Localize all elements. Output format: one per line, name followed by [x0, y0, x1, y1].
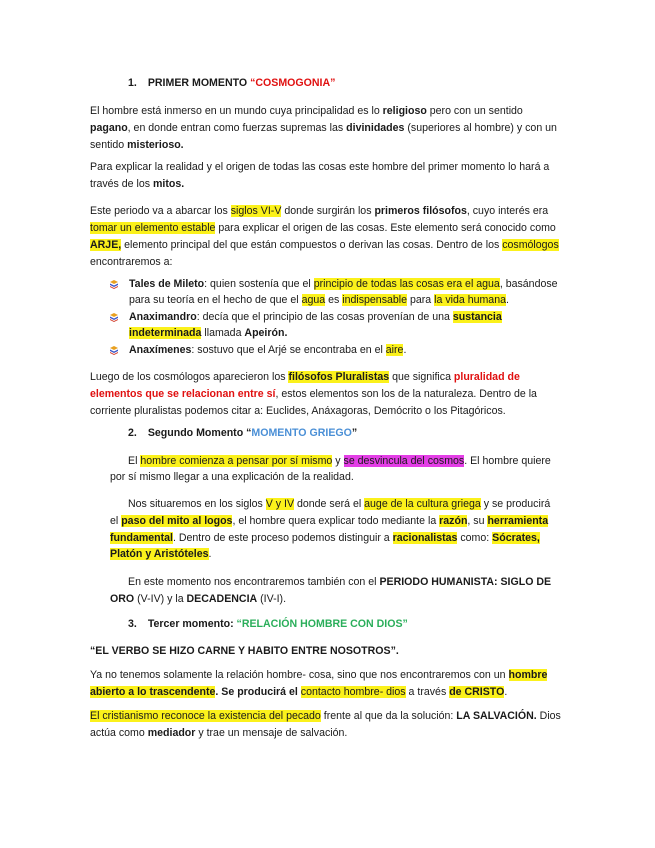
bullet-item-anaximandro-cont [129, 326, 287, 340]
text-bold: mitos. [153, 178, 185, 190]
highlight: auge de la cultura griega [364, 498, 481, 510]
heading-number: 2. [128, 427, 137, 439]
text: : sostuvo que el Arjé se encontraba en el [191, 344, 386, 356]
text: llamada [201, 327, 245, 339]
text: . [504, 686, 508, 698]
text: donde surgirán los [281, 205, 375, 217]
paragraph-line [90, 138, 184, 152]
paragraph-line [110, 547, 211, 561]
heading-number: 3. [128, 618, 137, 630]
paragraph-line [90, 177, 184, 191]
bible-quote: “EL VERBO SE HIZO CARNE Y HABITO ENTRE NOSOTROS”. [90, 645, 399, 657]
highlight: razón [439, 515, 468, 527]
highlight: de CRISTO [449, 686, 505, 698]
text: , basándose [499, 278, 558, 290]
text-bold: PERIODO HUMANISTA: SIGLO DE [379, 576, 552, 588]
highlight: contacto hombre- dios [300, 686, 406, 698]
text: el [110, 515, 122, 527]
heading-title: Segundo Momento [147, 427, 247, 439]
paragraph-line [90, 204, 548, 218]
text: por sí mismo llegar a una explicación de la realidad. [110, 471, 354, 483]
heading-title: Tercer momento: [147, 618, 237, 630]
highlight: Platón y Aristóteles [110, 548, 209, 560]
text: , su [467, 515, 488, 527]
text-bold: LA SALVACIÓN. [456, 710, 537, 722]
text: En este momento nos encontraremos también con el [128, 576, 380, 588]
highlight: hombre comienza a pensar por sí mismo [140, 455, 333, 467]
highlight: cosmólogos [502, 239, 559, 251]
paragraph-line [90, 221, 556, 235]
bullet-item-anaximenes [129, 343, 406, 357]
bullet-item-anaximandro [129, 310, 502, 324]
text-bold: misterioso. [127, 139, 184, 151]
text: y [332, 455, 344, 467]
paragraph-line [90, 387, 537, 401]
text: frente al que da la solución: [320, 710, 457, 722]
highlight: agua [301, 294, 326, 306]
text: , en donde entran como fuerzas supremas las [127, 122, 347, 134]
paragraph-line [110, 531, 540, 545]
text: , el hombre quera explicar todo mediante la [232, 515, 440, 527]
highlight: racionalistas [392, 532, 458, 544]
text: . [403, 344, 407, 356]
heading-accent: COSMOGONIA [255, 77, 331, 89]
highlight: V y IV [265, 498, 295, 510]
quote-open: “ [246, 427, 252, 439]
text: (superiores al hombre) y con un [404, 122, 557, 134]
text: para [407, 294, 435, 306]
quote-close: ” [402, 618, 408, 630]
text-bold: ORO [110, 593, 135, 605]
highlight: indispensable [342, 294, 408, 306]
text: como: [457, 532, 493, 544]
paragraph-line [90, 685, 507, 699]
text: . [208, 548, 212, 560]
paragraph-line [90, 255, 172, 269]
highlight: Sócrates, [492, 532, 540, 544]
paragraph-line [90, 709, 561, 723]
text: donde será el [294, 498, 365, 510]
text: (IV-I). [257, 593, 287, 605]
bullet-item-tales-cont [129, 293, 509, 307]
text-red: pluralidad de [453, 371, 520, 383]
text: sentido [90, 139, 128, 151]
text: Dios [536, 710, 561, 722]
highlight: siglos VI-V [230, 205, 282, 217]
text: . El hombre quiere [464, 455, 551, 467]
text: Para explicar la realidad y el origen de todas las cosas este hombre del primer momento lo hará a [90, 161, 550, 173]
highlight: El cristianismo reconoce la existencia del pecado [90, 710, 321, 722]
text: y trae un mensaje de salvación. [195, 727, 348, 739]
text: través de los [90, 178, 154, 190]
text: El [128, 455, 141, 467]
heading-accent: RELACIÓN HOMBRE CON DIOS [241, 618, 403, 630]
highlight: abierto a lo trascendente [90, 686, 216, 698]
text: encontraremos a: [90, 256, 173, 268]
highlight: tomar un elemento estable [90, 222, 216, 234]
heading-title: PRIMER MOMENTO [147, 77, 251, 89]
highlight: fundamental [110, 532, 173, 544]
text-bold: Apeirón. [244, 327, 288, 339]
paragraph-line [128, 575, 551, 589]
text: elemento principal del que están compuestos o derivan las cosas. Dentro de los [121, 239, 503, 251]
text: Luego de los cosmólogos aparecieron los [90, 371, 289, 383]
heading-segundo-momento [128, 426, 357, 440]
text: . [505, 294, 509, 306]
paragraph-line [110, 592, 286, 606]
text: Nos situaremos en los siglos [128, 498, 266, 510]
heading-number: 1. [128, 77, 137, 89]
quote-close: ” [351, 427, 358, 439]
text: pero con un sentido [426, 105, 523, 117]
text-bold: primeros filósofos [374, 205, 467, 217]
paragraph-line [90, 238, 559, 252]
paragraph-line [128, 497, 550, 511]
highlight: aire [385, 344, 404, 356]
text-bold: pagano [90, 122, 128, 134]
text: actúa como [90, 727, 148, 739]
paragraph-line [90, 160, 549, 174]
paragraph-line [128, 454, 551, 468]
paragraph-line [110, 514, 548, 528]
paragraph-line [90, 121, 557, 135]
highlight: la vida humana [434, 294, 506, 306]
text: . Dentro de este proceso podemos distinguir a [172, 532, 393, 544]
highlight: hombre [508, 669, 548, 681]
heading-tercer-momento [128, 617, 408, 631]
quote-open: “ [250, 77, 256, 89]
text: para explicar el origen de las cosas. Este elemento será conocido como [215, 222, 556, 234]
text-bold: mediador [147, 727, 196, 739]
quote-close: ” [330, 77, 336, 89]
quote-open: “ [236, 618, 242, 630]
text: y se producirá [480, 498, 551, 510]
book-bullet-icon [109, 345, 119, 355]
text: : quien sostenía que el [204, 278, 314, 290]
text: corriente pluralistas podemos citar a: Euclides, Anáxagoras, Demócrito o los Pitagóricos. [90, 405, 506, 417]
heading-accent: MOMENTO GRIEGO [251, 427, 352, 439]
book-bullet-icon [109, 312, 119, 322]
highlight: principio de todas las cosas era el agua [313, 278, 500, 290]
paragraph-line [90, 104, 523, 118]
text: Este periodo va a abarcar los [90, 205, 231, 217]
highlight: indeterminada [129, 327, 202, 339]
bullet-name: Tales de Mileto [129, 278, 205, 290]
paragraph-line [90, 668, 547, 682]
text-bold: divinidades [346, 122, 405, 134]
heading-primer-momento [128, 76, 335, 90]
text-bold: DECADENCIA [186, 593, 258, 605]
text-bold: religioso [382, 105, 427, 117]
highlight: filósofos Pluralistas [288, 371, 390, 383]
text: que significa [389, 371, 454, 383]
paragraph-line [90, 404, 506, 418]
text-red: elementos que se relacionan entre sí [90, 388, 276, 400]
book-bullet-icon [109, 279, 119, 289]
text: (V-IV) y la [134, 593, 187, 605]
text: Ya no tenemos solamente la relación hombre- cosa, sino que nos encontraremos con un [90, 669, 509, 681]
text: para su teoría en el hecho de que el [129, 294, 302, 306]
text: , estos elementos son los de la naturaleza. Dentro de la [275, 388, 537, 400]
text: a través [405, 686, 450, 698]
text: : decía que el principio de las cosas provenían de una [196, 311, 453, 323]
text: es [325, 294, 343, 306]
text: , cuyo interés era [466, 205, 549, 217]
bullet-name: Anaxímenes [129, 344, 192, 356]
text: El hombre está inmerso en un mundo cuya principalidad es lo [90, 105, 383, 117]
highlight: sustancia [452, 311, 502, 323]
bullet-name: Anaximandro [129, 311, 197, 323]
bullet-item-tales [129, 277, 558, 291]
highlight: herramienta [487, 515, 549, 527]
text: . Se producirá el [215, 686, 301, 698]
highlight: paso del mito al logos [121, 515, 233, 527]
paragraph-line [90, 726, 347, 740]
paragraph-line [90, 370, 520, 384]
highlight: ARJE, [90, 239, 122, 251]
highlight-magenta: se desvincula del cosmos [343, 455, 465, 467]
paragraph-line [110, 470, 354, 484]
